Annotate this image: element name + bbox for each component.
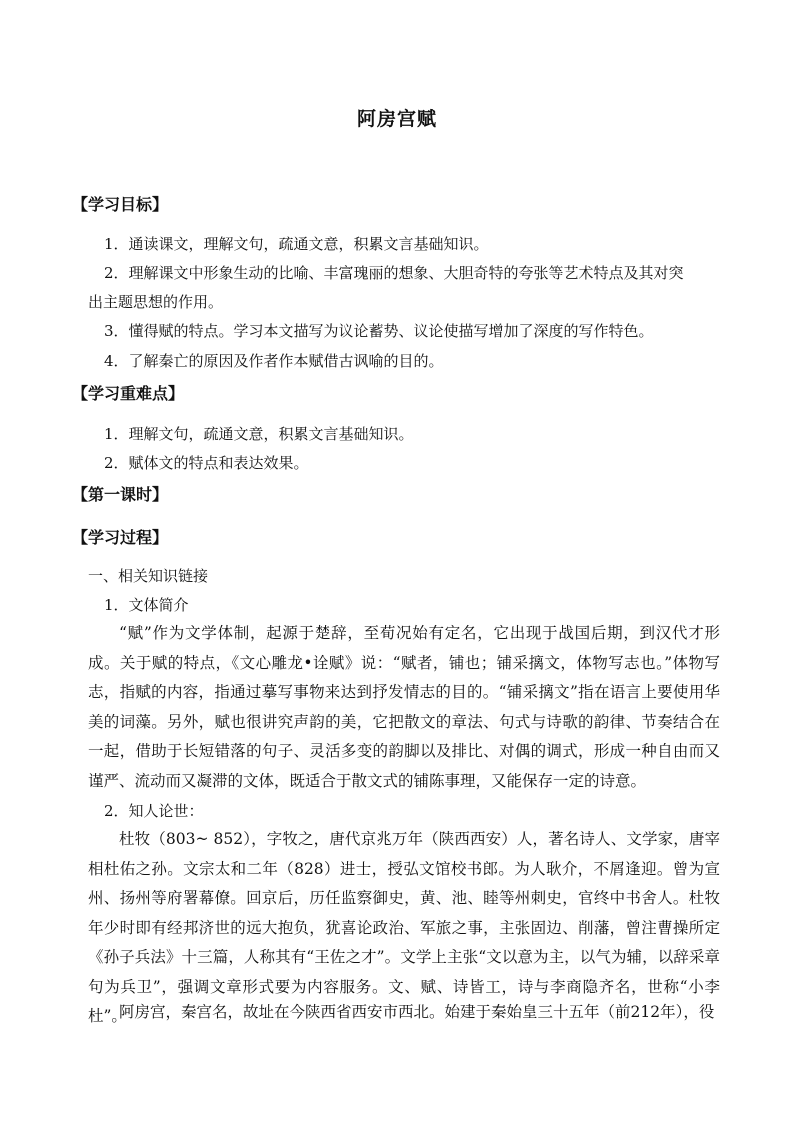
process-heading: 【学习过程】 bbox=[72, 528, 169, 547]
goal-item: 3．懂得赋的特点。学习本文描写为议论蓄势、议论使描写增加了深度的写作特色。 bbox=[104, 322, 654, 340]
key-point-item: 1．理解文句，疏通文意，积累文言基础知识。 bbox=[104, 425, 414, 443]
goal-item: 2．理解课文中形象生动的比喻、丰富瑰丽的想象、大胆奇特的夸张等艺术特点及其对突 bbox=[104, 264, 684, 282]
goals-heading: 【学习目标】 bbox=[72, 195, 169, 214]
author-paragraph: 杜牧（803~ 852），字牧之，唐代京兆万年（陕西西安）人，著名诗人、文学家，唐宰相杜佑之孙。文宗太和二年（828）进士，授弘文馆校书郎。为人耿介，不屑逢迎。曾为宣州、扬州等府署幕僚。回京后，历任监察御史，黄、池、睦等州刺史，官终中书舍人。杜牧年少时即有经邦济世的远大抱负，犹喜论政治、军旅之事，主张固边、削藩，曾注曹操所定《孙子兵法》十三篇，人称其有“王佐之才”。文学上主张“文以意为主，以气为辅，以辞采章句为兵卫”，强调文章形式要为内容服务。文、赋、诗皆工，诗与李商隐齐名，世称“小李杜”。 bbox=[88, 830, 720, 1025]
key-points-heading: 【学习重难点】 bbox=[72, 384, 185, 403]
goal-item: 1．通读课文，理解文句，疏通文意，积累文言基础知识。 bbox=[104, 235, 489, 253]
genre-intro-paragraph: “赋”作为文学体制，起源于楚辞，至荀况始有定名，它出现于战国后期，到汉代才形成。关于赋的特点，《文心雕龙•诠赋》说：“赋者，铺也；铺采摛文，体物写志也。”体物写志，指赋的内容，指通过摹写事物来达到抒发情志的目的。“铺采摛文”指在语言上要使用华美的词藻。另外，赋也很讲究声韵的美，它把散文的章法、句式与诗歌的韵律、节奏结合在一起，借助于长短错落的句子、灵活多变的韵脚以及排比、对偶的调式，形成一种自由而又谨严、流动而又凝滞的文体，既适合于散文式的铺陈事理，又能保存一定的诗意。 bbox=[88, 624, 720, 790]
subsection-title: 1．文体简介 bbox=[104, 596, 189, 614]
palace-paragraph: 阿房宫，秦宫名，故址在今陕西省西安市西北。始建于秦始皇三十五年（前212年），役 bbox=[119, 1003, 715, 1021]
goal-item-continued: 出主题思想的作用。 bbox=[88, 293, 224, 311]
subsection-title: 2．知人论世： bbox=[104, 802, 204, 820]
page-title: 阿房宫赋 bbox=[356, 108, 437, 130]
lesson-heading: 【第一课时】 bbox=[72, 485, 169, 504]
key-point-item: 2．赋体文的特点和表达效果。 bbox=[104, 454, 309, 472]
goal-item: 4．了解秦亡的原因及作者作本赋借古讽喻的目的。 bbox=[104, 352, 444, 370]
section-title: 一、相关知识链接 bbox=[88, 567, 209, 585]
